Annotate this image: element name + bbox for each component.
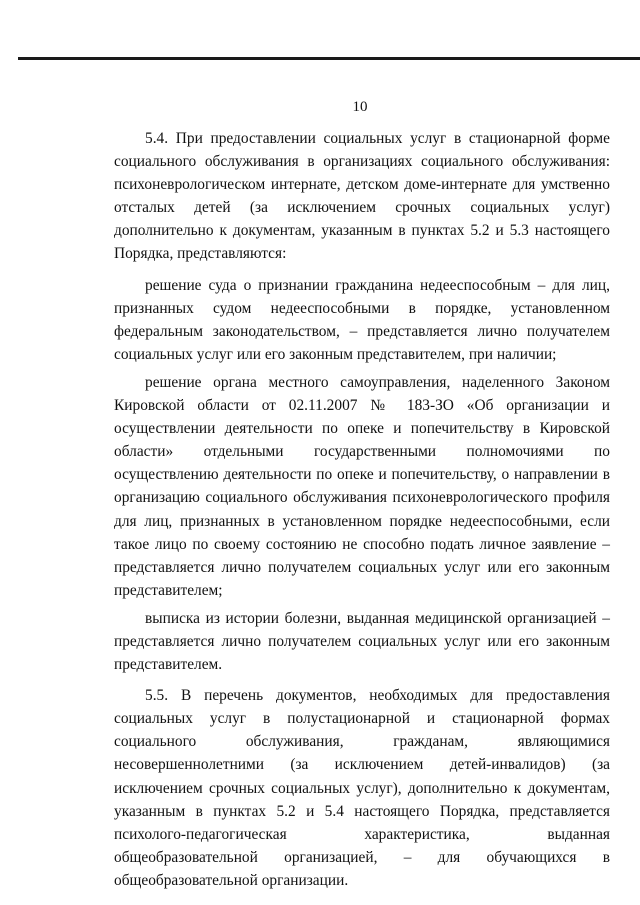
document-body bbox=[114, 127, 610, 892]
paragraph-court-decision: решение суда о признании гражданина недееспособным – для лиц, признанных судом недееспособными в порядке, установленном федеральным законодательством, – представляется лично получателем социальных услуг или его законным представителем, при наличии; bbox=[114, 276, 610, 363]
paragraph-5-5: 5.5. В перечень документов, необходимых для предоставления социальных услуг в полустационарной и стационарной формах социального обслуживания, гражданам, являющимися несовершеннолетними (за исключением детей-инвалидов) (за исключением срочных социальных услуг), дополнительно к документам, указанным в пунктах 5.2 и 5.4 настоящего Порядка, представляется психолого-педагогическая характеристика, выданная общеобразовательной организацией, – для обучающихся в общеобразовательной организации. bbox=[114, 687, 610, 889]
paragraph-local-authority-decision: решение органа местного самоуправления, наделенного Законом Кировской области от 02.11.2007 № 183-ЗО «Об организации и осуществлении деятельности по опеке и попечительству в Кировской области» отдельными государственными полномочиями по осуществлению деятельности по опеке и попечительству, о направлении в организацию социального обслуживания психоневрологического профиля для лиц, признанных в установленном порядке недееспособными, если такое лицо по своему состоянию не способно подать личное заявление – представляется лично получателем социальных услуг или его законным представителем; bbox=[114, 373, 610, 599]
paragraph-5-4: 5.4. При предоставлении социальных услуг в стационарной форме социального обслуживания в организациях социального обслуживания: психоневрологическом интернате, детском доме-интернате для умственно отсталых детей (за исключением срочных социальных услуг) дополнительно к документам, указанным в пунктах 5.2 и 5.3 настоящего Порядка, представляются: bbox=[114, 130, 610, 263]
header-rule bbox=[18, 57, 640, 60]
paragraph-medical-extract: выписка из истории болезни, выданная медицинской организацией – представляется лично получателем социальных услуг или его законным представителем. bbox=[114, 609, 610, 674]
page-number: 10 bbox=[352, 99, 368, 115]
